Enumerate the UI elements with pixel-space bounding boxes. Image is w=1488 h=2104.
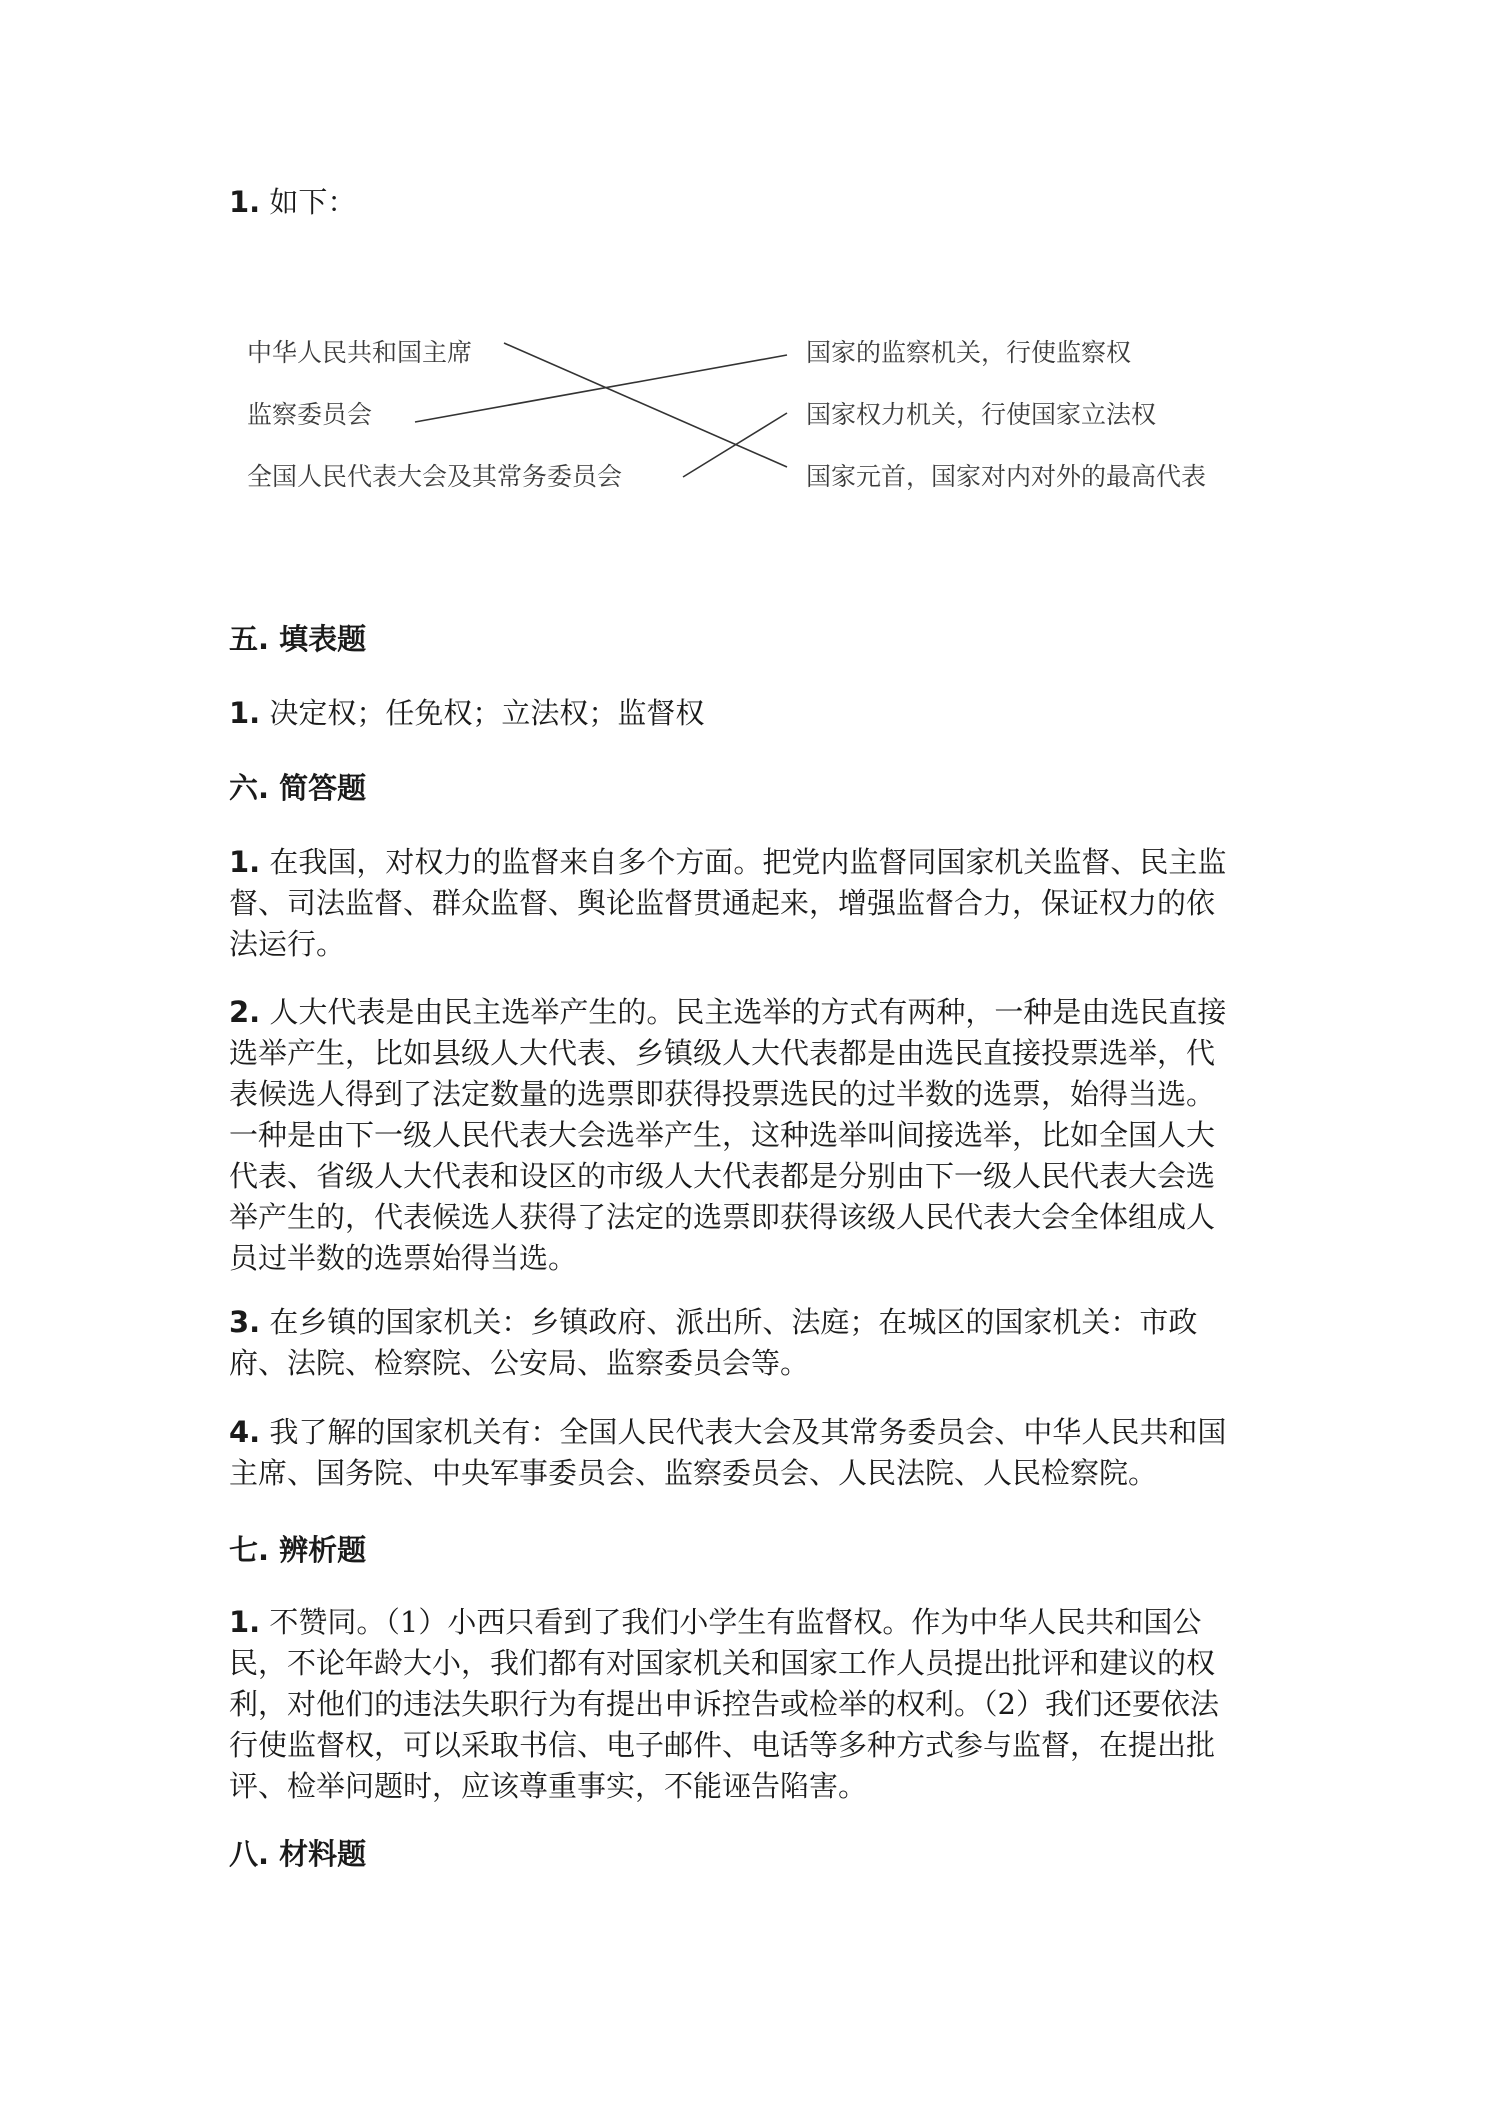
item-number: 1. — [229, 845, 261, 879]
item-number: 1. — [229, 185, 261, 219]
section5-title: 五. 填表题 — [229, 622, 367, 656]
line: 民，不论年龄大小，我们都有对国家机关和国家工作人员提出批评和建议的权 — [229, 1646, 1216, 1680]
answer-text: 决定权；任免权；立法权；监督权 — [269, 696, 705, 730]
line: 代表、省级人大代表和设区的市级人大代表都是分别由下一级人民代表大会选 — [229, 1159, 1216, 1193]
line: 法运行。 — [229, 927, 346, 961]
item-number: 1. — [229, 1605, 261, 1639]
section7-item-1 — [229, 1602, 1269, 1807]
section6-item-1 — [229, 842, 1269, 965]
line: 在乡镇的国家机关：乡镇政府、派出所、法庭；在城区的国家机关：市政 — [269, 1305, 1198, 1339]
line: 人大代表是由民主选举产生的。民主选举的方式有两种，一种是由选民直接 — [269, 995, 1227, 1029]
line: 评、检举问题时，应该尊重事实，不能诬告陷害。 — [229, 1769, 868, 1803]
item-number: 1. — [229, 696, 261, 730]
section6-item-2 — [229, 992, 1269, 1279]
line: 督、司法监督、群众监督、舆论监督贯通起来，增强监督合力，保证权力的依 — [229, 886, 1216, 920]
section6-item-3 — [229, 1302, 1269, 1384]
line: 表候选人得到了法定数量的选票即获得投票选民的过半数的选票，始得当选。 — [229, 1077, 1216, 1111]
section6-title: 六. 简答题 — [229, 771, 367, 805]
section8-title: 八. 材料题 — [229, 1837, 367, 1871]
line: 府、法院、检察院、公安局、监察委员会等。 — [229, 1346, 810, 1380]
intro-text: 如下： — [269, 185, 357, 219]
left-item-2: 全国人民代表大会及其常务委员会 — [247, 462, 623, 491]
line: 举产生的，代表候选人获得了法定的选票即获得该级人民代表大会全体组成人 — [229, 1200, 1216, 1234]
line: 员过半数的选票始得当选。 — [229, 1241, 578, 1275]
line: 利，对他们的违法失职行为有提出申诉控告或检举的权利。（2）我们还要依法 — [229, 1687, 1219, 1721]
left-item-0: 中华人民共和国主席 — [247, 338, 473, 367]
item-number: 3. — [229, 1305, 261, 1339]
item-number: 4. — [229, 1415, 261, 1449]
line: 在我国，对权力的监督来自多个方面。把党内监督同国家机关监督、民主监 — [269, 845, 1227, 879]
line: 选举产生，比如县级人大代表、乡镇级人大代表都是由选民直接投票选举，代 — [229, 1036, 1216, 1070]
right-item-2: 国家元首，国家对内对外的最高代表 — [806, 462, 1207, 491]
line: 我了解的国家机关有：全国人民代表大会及其常务委员会、中华人民共和国 — [269, 1415, 1227, 1449]
section7-title: 七. 辨析题 — [229, 1533, 367, 1567]
right-item-1: 国家权力机关，行使国家立法权 — [806, 400, 1157, 429]
match-line-2 — [683, 413, 787, 477]
line: 不赞同。（1）小西只看到了我们小学生有监督权。作为中华人民共和国公 — [269, 1605, 1202, 1639]
matching-diagram — [0, 0, 1488, 560]
section5-item-1 — [229, 693, 1269, 734]
match-line-0 — [504, 343, 787, 467]
line: 主席、国务院、中央军事委员会、监察委员会、人民法院、人民检察院。 — [229, 1456, 1158, 1490]
item-number: 2. — [229, 995, 261, 1029]
section6-item-4 — [229, 1412, 1269, 1494]
line: 一种是由下一级人民代表大会选举产生，这种选举叫间接选举，比如全国人大 — [229, 1118, 1216, 1152]
right-item-0: 国家的监察机关，行使监察权 — [806, 338, 1132, 367]
line: 行使监督权，可以采取书信、电子邮件、电话等多种方式参与监督，在提出批 — [229, 1728, 1216, 1762]
left-item-1: 监察委员会 — [247, 400, 373, 429]
